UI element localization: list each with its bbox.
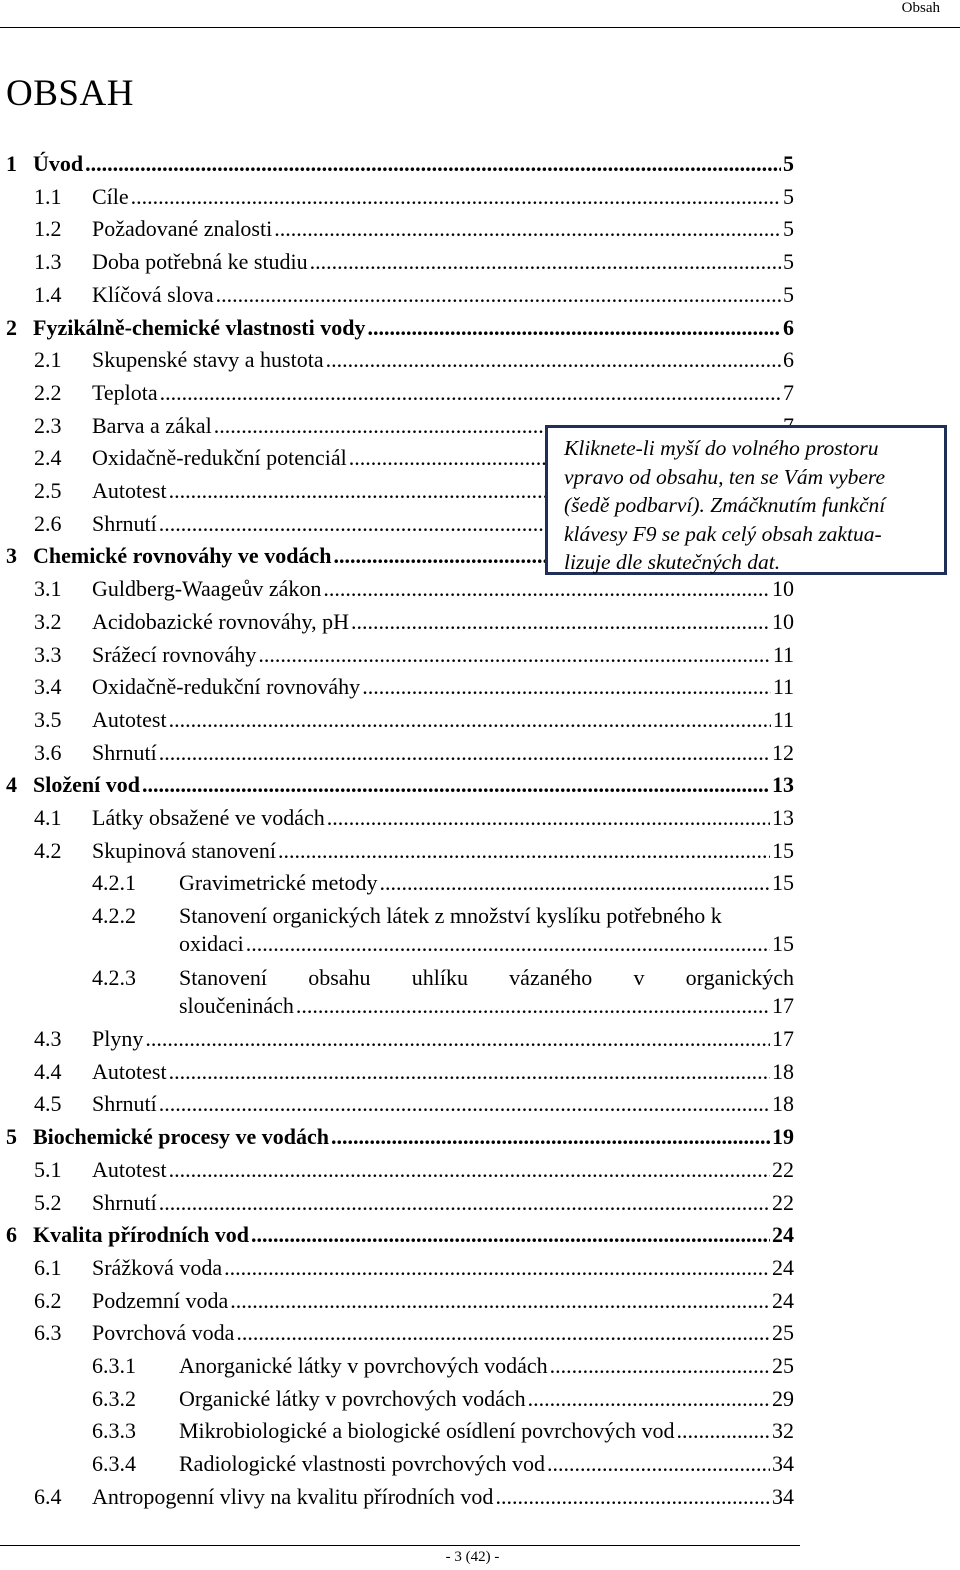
toc-entry[interactable]: [34, 1287, 794, 1315]
toc-entry-number: 4.2.2: [92, 903, 136, 929]
dot-leader: [296, 992, 770, 1020]
toc-entry-page: 6: [783, 347, 794, 373]
toc-entry-number: 4: [6, 772, 17, 798]
dot-leader: [367, 314, 781, 342]
toc-entry-title: Radiologické vlastnosti povrchových vod: [179, 1451, 545, 1477]
toc-entry-number: 1.4: [34, 281, 62, 307]
toc-entry[interactable]: [6, 1221, 794, 1249]
toc-entry-page: 17: [772, 992, 794, 1018]
dot-leader: [145, 1025, 770, 1053]
dot-leader: [528, 1385, 770, 1413]
toc-entry-number: 4.1: [34, 805, 62, 830]
toc-entry-title: Oxidačně-redukční rovnováhy: [92, 674, 361, 700]
toc-entry-page: 13: [772, 805, 794, 830]
notice-line: lizuje dle skutečných dat.: [564, 550, 781, 574]
toc-entry-page: 11: [772, 706, 794, 732]
dot-leader: [169, 1058, 770, 1086]
toc-entry-title: Cíle: [92, 183, 129, 209]
toc-entry-number: 3.2: [34, 608, 62, 634]
toc-entry-number: 6.3.1: [92, 1353, 136, 1379]
page-number: - 3 (42) -: [445, 1549, 500, 1565]
toc-entry[interactable]: [92, 902, 794, 958]
toc-entry-number: 6.1: [34, 1254, 62, 1280]
toc-entry-number: 4.2: [34, 837, 62, 863]
toc-entry-number: 2.2: [34, 379, 62, 405]
toc-entry-page: 11: [772, 641, 794, 667]
toc-entry-page: 5: [783, 249, 794, 275]
toc-entry[interactable]: [92, 1352, 794, 1380]
toc-entry-title: Oxidačně-redukční potenciál: [92, 445, 347, 471]
toc-entry[interactable]: [34, 641, 794, 669]
toc-entry-number: 6.3.4: [92, 1451, 136, 1477]
toc-entry-number: 2.5: [34, 478, 62, 503]
toc-entry[interactable]: [92, 869, 794, 897]
toc-entry-page: 7: [783, 379, 794, 405]
toc-entry-title: Teplota: [92, 379, 158, 405]
toc-entry-number: 3.1: [34, 576, 62, 602]
toc-entry-title: Acidobazické rovnováhy, pH: [92, 608, 349, 634]
toc-entry[interactable]: [6, 771, 794, 799]
toc-entry-number: 5.1: [34, 1156, 62, 1182]
toc-entry[interactable]: [34, 1254, 794, 1282]
dot-leader: [224, 1254, 770, 1282]
dot-leader: [85, 150, 781, 178]
toc-entry[interactable]: [34, 804, 794, 832]
toc-entry-number: 6.3: [34, 1320, 62, 1346]
toc-entry-title: Stanovení organických látek z množství kyslíku potřebného k: [179, 903, 722, 929]
toc-entry-title: Plyny: [92, 1026, 144, 1052]
toc-entry-title: Srážková voda: [92, 1254, 223, 1280]
toc-entry-page: 24: [772, 1222, 794, 1248]
toc-entry-number: 6.3.3: [92, 1418, 136, 1444]
toc-entry[interactable]: [34, 183, 794, 211]
toc-entry-number: 5: [6, 1124, 17, 1150]
dot-leader: [547, 1450, 770, 1478]
toc-entry[interactable]: [34, 1483, 794, 1511]
toc-entry-page: 6: [783, 314, 794, 340]
dot-leader: [236, 1319, 770, 1347]
notice-line: (šedě podbarví). Zmáčknutím funkční: [564, 493, 886, 517]
toc-entry-number: 5.2: [34, 1189, 62, 1215]
toc-entry[interactable]: [34, 673, 794, 701]
dot-leader: [216, 281, 781, 309]
toc-entry-number: 2.1: [34, 347, 62, 373]
dot-leader: [323, 575, 770, 603]
toc-entry-title: Organické látky v povrchových vodách: [179, 1385, 526, 1411]
toc-entry-number: 6: [6, 1222, 17, 1248]
dot-leader: [142, 771, 770, 799]
toc-entry-title: Požadované znalosti: [92, 216, 273, 242]
toc-entry-title: Shrnutí: [92, 739, 157, 765]
toc-entry-page: 34: [772, 1483, 794, 1509]
instruction-callout: [545, 425, 947, 575]
dot-leader: [160, 379, 781, 407]
toc-entry-page: 11: [772, 674, 794, 700]
toc-entry-title: Autotest: [92, 706, 167, 732]
toc-entry-page: 25: [772, 1353, 794, 1379]
notice-line: klávesy F9 se pak celý obsah zaktua-: [564, 521, 882, 546]
toc-entry-page: 34: [772, 1451, 794, 1477]
toc-entry-title: Skupinová stanovení: [92, 837, 276, 863]
dot-leader: [159, 1090, 770, 1118]
dot-leader: [362, 673, 771, 701]
toc-entry-title: Fyzikálně-chemické vlastnosti vody: [33, 314, 366, 340]
toc-entry-page: 5: [783, 183, 794, 209]
dot-leader: [131, 183, 781, 211]
toc-entry-title: Srážecí rovnováhy: [92, 641, 257, 667]
dot-leader: [310, 248, 781, 276]
toc-entry-title: sloučeninách: [179, 992, 294, 1018]
dot-leader: [278, 837, 770, 865]
toc-entry-title: Autotest: [92, 478, 167, 503]
dot-leader: [495, 1483, 770, 1511]
toc-entry-page: 18: [772, 1091, 794, 1117]
toc-entry-page: 22: [772, 1156, 794, 1182]
toc-entry-number: 2.3: [34, 412, 62, 438]
toc-entry-title: Antropogenní vlivy na kvalitu přírodních vod: [92, 1483, 494, 1509]
toc-entry[interactable]: [34, 1156, 794, 1184]
toc-entry-page: 32: [772, 1418, 794, 1444]
toc-entry-title: Mikrobiologické a biologické osídlení povrchových vod: [179, 1418, 675, 1444]
toc-entry-number: 2.4: [34, 445, 62, 471]
toc-entry-title: Úvod: [33, 151, 84, 176]
dot-leader: [246, 930, 770, 958]
toc-entry-page: 12: [772, 739, 794, 765]
toc-entry[interactable]: [6, 1123, 794, 1151]
toc-entry-title: Skupenské stavy a hustota: [92, 347, 324, 373]
dot-leader: [351, 608, 770, 636]
toc-entry-number: 1: [6, 151, 17, 176]
toc-entry[interactable]: [34, 608, 794, 636]
toc-entry[interactable]: [92, 1385, 794, 1413]
toc-entry-page: 5: [783, 216, 794, 242]
toc-entry[interactable]: [34, 837, 794, 865]
toc-entry-title: Povrchová voda: [92, 1320, 235, 1346]
toc-entry[interactable]: [34, 346, 794, 374]
toc-entry-number: 3.3: [34, 641, 62, 667]
toc-entry[interactable]: [6, 150, 794, 178]
page-header-label: Obsah: [901, 0, 940, 16]
toc-entry-number: 6.2: [34, 1287, 62, 1313]
dot-leader: [380, 869, 770, 897]
page-title: OBSAH: [6, 73, 134, 114]
toc-entry-page: 15: [772, 870, 794, 896]
toc-entry-title: Shrnutí: [92, 1091, 157, 1117]
dot-leader: [550, 1352, 770, 1380]
toc-entry-page: 22: [772, 1189, 794, 1215]
toc-entry-title: Shrnutí: [92, 510, 157, 536]
toc-entry-page: 10: [772, 608, 794, 634]
toc-entry[interactable]: [92, 964, 794, 1020]
toc-entry-title: Kvalita přírodních vod: [33, 1222, 249, 1248]
toc-entry-title: Látky obsažené ve vodách: [92, 805, 325, 830]
toc-entry[interactable]: [34, 248, 794, 276]
toc-entry-title: Doba potřebná ke studiu: [92, 249, 308, 275]
dot-leader: [327, 804, 770, 832]
notice-line: Kliknete-li myší do volného prostoru: [564, 436, 879, 460]
toc-entry-title: Chemické rovnováhy ve vodách: [33, 543, 332, 569]
toc-entry-page: 29: [772, 1385, 794, 1411]
toc-entry[interactable]: [34, 575, 794, 603]
toc-entry[interactable]: [34, 281, 794, 309]
dot-leader: [677, 1417, 770, 1445]
toc-entry[interactable]: [34, 215, 794, 243]
toc-entry-page: 19: [772, 1124, 794, 1150]
toc-entry-title: Gravimetrické metody: [179, 870, 378, 896]
toc-entry[interactable]: [34, 1025, 794, 1053]
toc-entry-page: 25: [772, 1320, 794, 1346]
toc-entry-title: Autotest: [92, 1156, 167, 1182]
toc-entry-number: 2.6: [34, 510, 62, 536]
toc-entry-title: Anorganické látky v povrchových vodách: [179, 1353, 548, 1379]
dot-leader: [169, 706, 771, 734]
toc-entry[interactable]: [34, 1058, 794, 1086]
toc-entry-number: 4.4: [34, 1058, 62, 1084]
toc-entry-number: 3.4: [34, 674, 62, 700]
notice-line: vpravo od obsahu, ten se Vám vybere: [564, 464, 886, 489]
dot-leader: [274, 215, 781, 243]
toc-entry-number: 4.3: [34, 1026, 62, 1052]
toc-entry[interactable]: [34, 1319, 794, 1347]
toc-entry-title: Stanovení obsahu uhlíku vázaného v organických: [179, 964, 794, 990]
toc-entry[interactable]: [92, 1417, 794, 1445]
toc-entry-title: Složení vod: [33, 772, 140, 798]
toc-entry-page: 24: [772, 1287, 794, 1313]
toc-entry-number: 4.2.3: [92, 964, 136, 990]
toc-entry[interactable]: [34, 379, 794, 407]
dot-leader: [169, 1156, 770, 1184]
dot-leader: [230, 1287, 770, 1315]
toc-entry-page: 5: [783, 151, 794, 176]
toc-entry-page: 10: [772, 576, 794, 602]
toc-entry[interactable]: [92, 1450, 794, 1478]
toc-entry-title: Barva a zákal: [92, 412, 212, 438]
toc-entry-page: 15: [772, 837, 794, 863]
toc-entry-number: 6.4: [34, 1483, 62, 1509]
dot-leader: [251, 1221, 770, 1249]
toc-entry-page: 17: [772, 1026, 794, 1052]
toc-entry-number: 4.5: [34, 1091, 62, 1117]
toc-entry[interactable]: [34, 1189, 794, 1217]
toc-entry[interactable]: [6, 314, 794, 342]
toc-entry-number: 1.2: [34, 216, 62, 242]
toc-entry-page: 15: [772, 931, 794, 957]
toc-entry-number: 4.2.1: [92, 870, 136, 896]
toc-entry-number: 2: [6, 314, 17, 340]
footer-rule: [0, 1545, 800, 1546]
toc-entry-page: 5: [783, 281, 794, 307]
dot-leader: [258, 641, 770, 669]
toc-entry-number: 3: [6, 543, 17, 569]
toc-entry-title: Klíčová slova: [92, 281, 214, 307]
toc-entry-number: 1.1: [34, 183, 62, 209]
toc-entry-title: Podzemní voda: [92, 1287, 229, 1313]
toc-entry-number: 3.5: [34, 706, 62, 732]
toc-entry-number: 3.6: [34, 739, 62, 765]
header-rule: [0, 27, 960, 28]
toc-entry-page: 13: [772, 772, 794, 798]
dot-leader: [159, 1189, 770, 1217]
toc-entry-title: Shrnutí: [92, 1189, 157, 1215]
dot-leader: [159, 739, 770, 767]
toc-entry-number: 1.3: [34, 249, 62, 275]
toc-entry-title: oxidaci: [179, 931, 244, 957]
toc-entry[interactable]: [34, 706, 794, 734]
toc-entry-title: Biochemické procesy ve vodách: [33, 1124, 329, 1150]
dot-leader: [326, 346, 781, 374]
toc-entry[interactable]: [34, 1090, 794, 1118]
toc-entry-page: 18: [772, 1058, 794, 1084]
dot-leader: [331, 1123, 770, 1151]
toc-entry-title: Autotest: [92, 1058, 167, 1084]
toc-entry-title: Guldberg-Waageův zákon: [92, 576, 322, 602]
toc-entry-page: 24: [772, 1254, 794, 1280]
toc-entry[interactable]: [34, 739, 794, 767]
toc-entry-number: 6.3.2: [92, 1385, 136, 1411]
